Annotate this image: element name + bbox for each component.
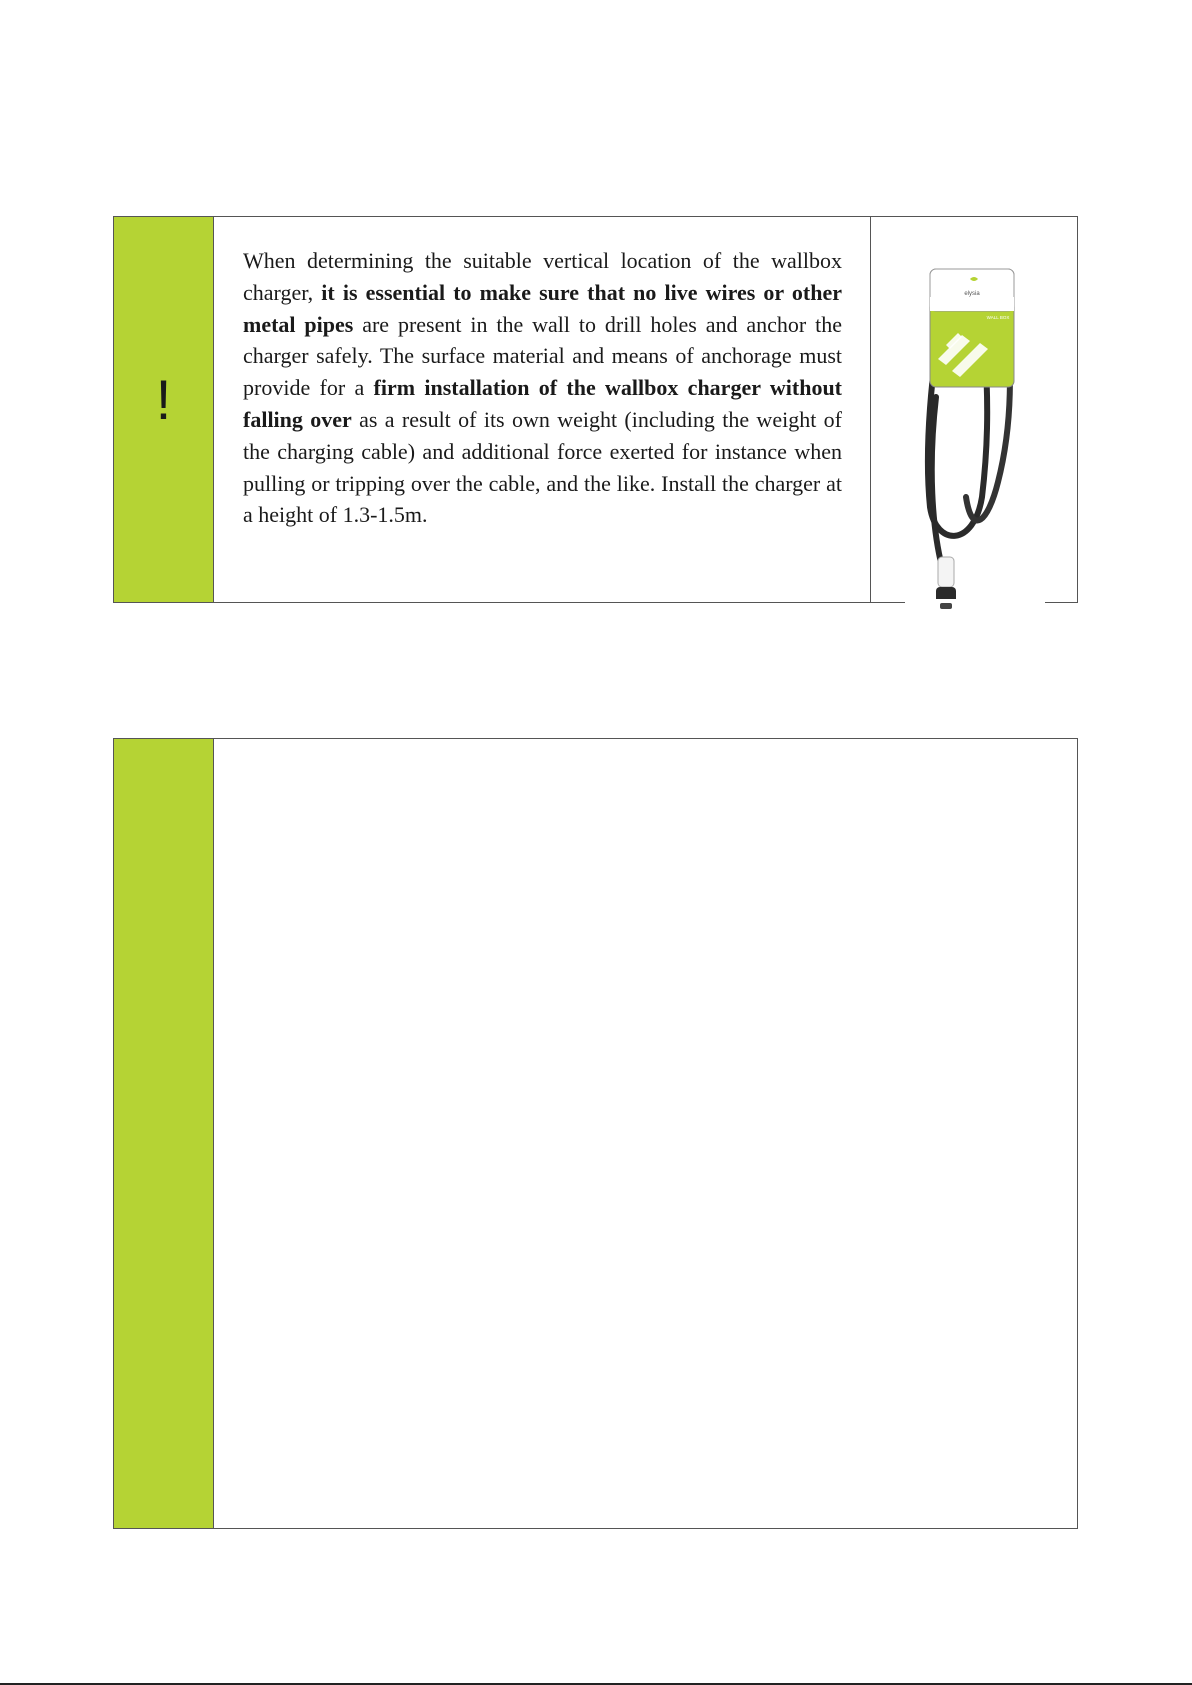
charger-model-text: WALL BOX <box>986 315 1010 320</box>
warning-text <box>214 217 871 602</box>
image-border-mask <box>905 599 1045 603</box>
wallbox-charger-icon <box>902 247 1052 622</box>
warning-text-segment-2: are present in the wall to drill holes and anchor the charger safely. The surface material and means of anchorage must provide for a <box>243 311 842 401</box>
warning-sidebar <box>114 217 214 602</box>
warning-text-segment-1: it is essential to make sure that no live wires or other metal pipes <box>243 279 842 337</box>
exclamation-icon: ! <box>155 367 172 431</box>
empty-box-content <box>214 739 1077 1528</box>
charger-brand-text: elysia <box>964 291 980 297</box>
warning-text-segment-3: firm installation of the wallbox charger without falling over <box>243 375 843 432</box>
charger-image-cell <box>871 217 1077 602</box>
empty-notice-box <box>113 738 1078 1529</box>
empty-box-sidebar <box>114 739 214 1528</box>
warning-text-segment-0: When determining the suitable vertical location of the wallbox charger, <box>243 248 842 305</box>
warning-text-segment-4: as a result of its own weight (including the weight of the charging cable) and additional force exerted for instance when pulling or tripping over the cable, and the like. Install the charger at a height of 1.3-1.5m. <box>243 406 842 528</box>
warning-notice-box <box>113 216 1078 603</box>
